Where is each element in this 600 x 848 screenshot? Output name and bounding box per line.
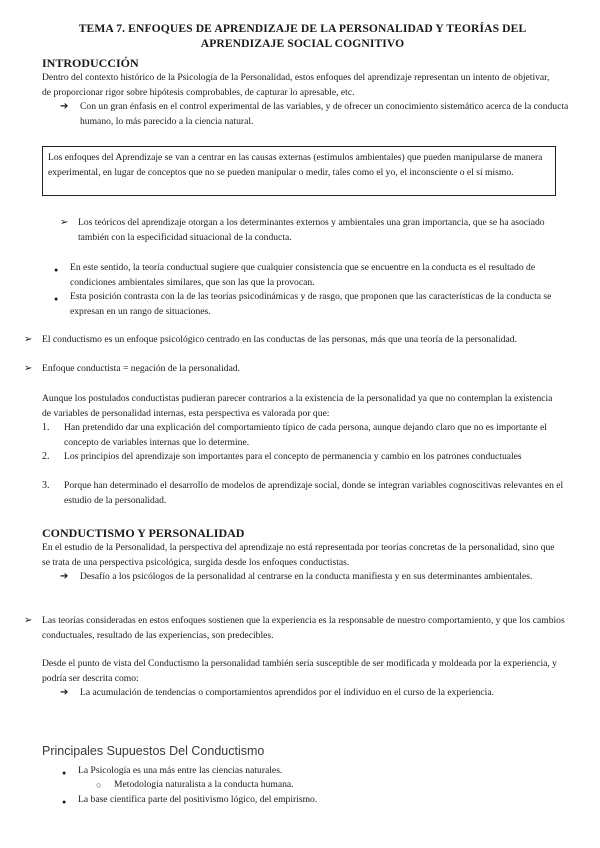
intro-arrow-item-1 bbox=[60, 100, 570, 129]
triangle-bullet-icon: ➢ bbox=[60, 217, 69, 228]
intro-bullet-item-1 bbox=[52, 261, 574, 290]
bullet-icon: ● bbox=[62, 798, 67, 806]
intro-triangle-text-2: El conductismo es un enfoque psicológico centrado en las conductas de las personas, más que una teoría de la personalidad. bbox=[42, 334, 518, 345]
intro-bullet-text-2: Esta posición contrasta con la de las teorías psicodinámicas y de rasgo, que proponen que las características de la conducta se expresan en un rango de situaciones. bbox=[70, 291, 552, 317]
triangle-bullet-icon: ➢ bbox=[24, 615, 33, 626]
bullet-icon: ● bbox=[54, 266, 59, 274]
triangle-bullet-icon: ➢ bbox=[24, 334, 33, 345]
highlight-box bbox=[42, 146, 556, 196]
conductismo-arrow-text-2: La acumulación de tendencias o comportamientos aprendidos por el individuo en el curso de la experiencia. bbox=[80, 687, 494, 698]
numbered-text-2: Los principios del aprendizaje son importantes para el concepto de permanencia y cambio en los patrones conductuales bbox=[64, 451, 522, 462]
heading-conductismo: CONDUCTISMO Y PERSONALIDAD bbox=[42, 526, 245, 540]
heading-introduccion: INTRODUCCIÓN bbox=[42, 56, 139, 70]
supuestos-bullet-text-1: La Psicología es una más entre las ciencias naturales. bbox=[78, 765, 283, 776]
circle-bullet-icon: ○ bbox=[96, 780, 102, 790]
intro-triangle-text-3: Enfoque conductista = negación de la personalidad. bbox=[42, 363, 241, 374]
conductismo-arrow-item-2 bbox=[60, 686, 576, 701]
intro-arrow-text-1: Con un gran énfasis en el control experimental de las variables, y de ofrecer un conocimiento sistemático acerca de la conducta humano, lo más parecido a la ciencia natural. bbox=[80, 101, 569, 127]
numbered-item-3 bbox=[42, 479, 578, 508]
conductismo-arrow-item-1 bbox=[60, 570, 576, 585]
intro-bullet-text-1: En este sentido, la teoría conductual sugiere que cualquier consistencia que se encuentre en la conducta es el resultado de condiciones ambientales similares, que son las que la provocan. bbox=[70, 262, 536, 288]
supuestos-bullet-item-1 bbox=[60, 764, 574, 779]
intro-bullet-item-2 bbox=[52, 290, 574, 319]
arrow-icon: ➔ bbox=[60, 687, 69, 698]
intro-paragraph-2: Aunque los postulados conductistas pudieran parecer contrarios a la existencia de la personalidad ya que no contemplan la existencia de variables de personalidad internas, esta perspectiva es valorada por que: bbox=[42, 393, 553, 419]
supuestos-sub-item-1 bbox=[96, 778, 574, 793]
intro-triangle-item-1 bbox=[60, 216, 574, 245]
numbered-item-2 bbox=[42, 450, 578, 465]
triangle-bullet-icon: ➢ bbox=[24, 363, 33, 374]
page-title: TEMA 7. ENFOQUES DE APRENDIZAJE DE LA PERSONALIDAD Y TEORÍAS DEL APRENDIZAJE SOCIAL COGNITIVO bbox=[78, 22, 527, 50]
highlight-box-text: Los enfoques del Aprendizaje se van a centrar en las causas externas (estímulos ambientales) que pueden manipularse de manera experimental, en lugar de conceptos que no se pueden manipular o medir, tales como el yo, el inconsciente o el sí mismo. bbox=[48, 152, 543, 178]
supuestos-bullet-text-2: La base científica parte del positivismo lógico, del empirismo. bbox=[78, 794, 318, 805]
number-label: 3. bbox=[42, 480, 50, 491]
intro-triangle-item-2 bbox=[24, 333, 574, 348]
conductismo-paragraph-2: Desde el punto de vista del Conductismo la personalidad también sería susceptible de ser modificada y moldeada por la experiencia, y podría ser descrita como: bbox=[42, 658, 557, 684]
numbered-item-1 bbox=[42, 421, 578, 450]
numbered-text-3: Porque han determinado el desarrollo de modelos de aprendizaje social, donde se integran variables cognoscitivas relevantes en el estudio de la personalidad. bbox=[64, 480, 564, 506]
bullet-icon: ● bbox=[54, 295, 59, 303]
supuestos-sub-text-1: Metodología naturalista a la conducta humana. bbox=[114, 779, 294, 790]
conductismo-arrow-text-1: Desafío a los psicólogos de la personalidad al centrarse en la conducta manifiesta y en sus determinantes ambientales. bbox=[80, 571, 533, 582]
supuestos-bullet-item-2 bbox=[60, 793, 574, 808]
conductismo-paragraph-1: En el estudio de la Personalidad, la perspectiva del aprendizaje no está representada por teorías concretas de la personalidad, sino que se trata de una perspectiva psicológica, surgida desde los enfoques conductistas. bbox=[42, 542, 555, 568]
number-label: 2. bbox=[42, 451, 50, 462]
intro-paragraph-1: Dentro del contexto histórico de la Psicología de la Personalidad, estos enfoques del aprendizaje representan un intento de objetivar, de proporcionar rigor sobre hipótesis comprobables, de capturar lo apresable, etc. bbox=[42, 72, 550, 98]
intro-triangle-item-3 bbox=[24, 362, 574, 377]
heading-supuestos: Principales Supuestos Del Conductismo bbox=[42, 744, 265, 758]
conductismo-triangle-text-1: Las teorías consideradas en estos enfoques sostienen que la experiencia es la responsable de nuestro comportamiento, y que los cambios conductuales, resultado de las experiencias, son predecibles. bbox=[42, 615, 565, 641]
numbered-text-1: Han pretendido dar una explicación del comportamiento típico de cada persona, aunque dejando claro que no es importante el concepto de variables internas que lo determine. bbox=[64, 422, 547, 448]
intro-triangle-text-1: Los teóricos del aprendizaje otorgan a los determinantes externos y ambientales una gran importancia, que se ha asociado también con la especificidad situacional de la conducta. bbox=[78, 217, 545, 243]
conductismo-triangle-item-1 bbox=[24, 614, 574, 643]
number-label: 1. bbox=[42, 422, 50, 433]
arrow-icon: ➔ bbox=[60, 571, 69, 582]
arrow-icon: ➔ bbox=[60, 101, 69, 112]
bullet-icon: ● bbox=[62, 769, 67, 777]
